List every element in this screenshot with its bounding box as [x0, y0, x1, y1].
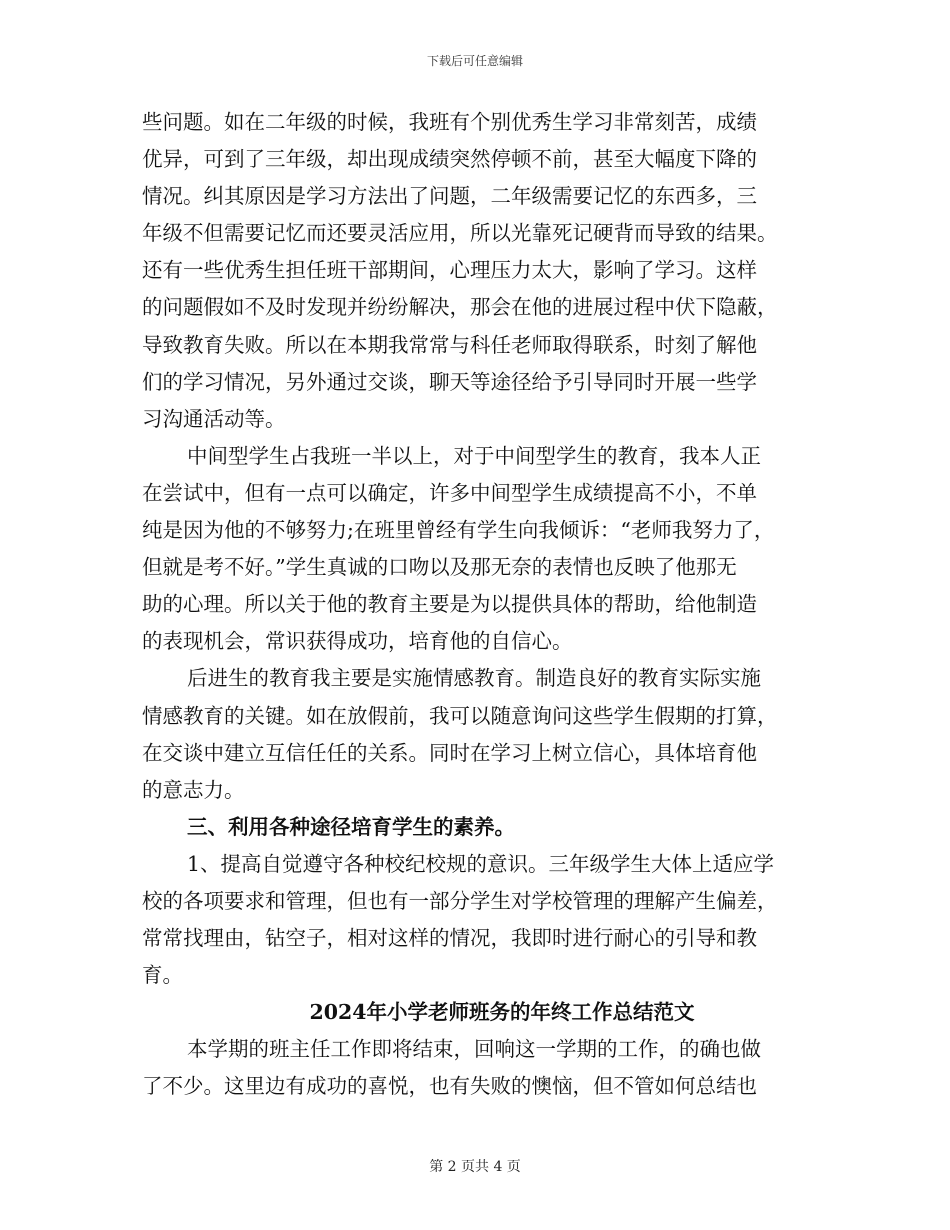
text-line: 优异，可到了三年级，却出现成绩突然停顿不前，甚至大幅度下降的	[142, 147, 757, 172]
text-line: 在尝试中，但有一点可以确定，许多中间型学生成绩提高不小，不单	[142, 480, 757, 505]
text-line: 常常找理由，钻空子，相对这样的情况，我即时进行耐心的引导和教	[142, 926, 757, 951]
text-line: 育。	[142, 963, 183, 988]
text-line: 年级不但需要记忆而还要灵活应用，所以光靠死记硬背而导致的结果。	[142, 221, 778, 246]
text-line: 些问题。如在二年级的时候，我班有个别优秀生学习非常刻苦，成绩	[142, 110, 757, 134]
text-line: 本学期的班主任工作即将结束，回响这一学期的工作，的确也做	[187, 1037, 761, 1062]
text-line: 还有一些优秀生担任班干部期间，心理压力太大，影响了学习。这样	[142, 258, 757, 283]
text-line: 情感教育的关键。如在放假前，我可以随意询问这些学生假期的打算，	[142, 703, 778, 728]
text-line: 助的心理。所以关于他的教育主要是为以提供具体的帮助，给他制造	[142, 592, 757, 617]
text-line: 但就是考不好。”学生真诚的口吻以及那无奈的表情也反映了他那无	[142, 555, 737, 580]
text-line: 纯是因为他的不够努力;在班里曾经有学生向我倾诉：“老师我努力了，	[142, 518, 775, 543]
text-line: 中间型学生占我班一半以上，对于中间型学生的教育，我本人正	[187, 443, 761, 468]
text-line: 的表现机会，常识获得成功，培育他的自信心。	[142, 629, 573, 654]
section-heading: 三、利用各种途径培育学生的素养。	[187, 814, 515, 839]
text-line: 们的学习情况，另外通过交谈，聊天等途径给予引导同时开展一些学	[142, 369, 757, 394]
text-line: 1、提高自觉遵守各种校纪校规的意识。三年级学生大体上适应学	[187, 851, 775, 876]
document-body	[142, 104, 822, 1106]
text-line: 导致教育失败。所以在本期我常常与科任老师取得联系，时刻了解他	[142, 332, 757, 357]
text-line: 在交谈中建立互信任任的关系。同时在学习上树立信心，具体培育他	[142, 740, 757, 765]
text-line: 后进生的教育我主要是实施情感教育。制造良好的教育实际实施	[187, 666, 761, 691]
text-line: 的问题假如不及时发现并纷纷解决，那会在他的进展过程中伏下隐蔽，	[142, 295, 778, 320]
text-line: 情况。纠其原因是学习方法出了问题，二年级需要记忆的东西多，三	[142, 184, 757, 209]
text-line: 的意志力。	[142, 777, 245, 802]
text-line: 校的各项要求和管理，但也有一部分学生对学校管理的理解产生偏差，	[142, 888, 778, 913]
page-header: 下载后可任意编辑	[426, 54, 523, 68]
page-number: 第 2 页共 4 页	[429, 1159, 521, 1175]
text-line: 了不少。这里边有成功的喜悦，也有失败的懊恼，但不管如何总结也	[142, 1074, 757, 1099]
text-line: 习沟通活动等。	[142, 406, 286, 431]
document-title: 2024年小学老师班务的年终工作总结范文	[309, 1000, 695, 1025]
